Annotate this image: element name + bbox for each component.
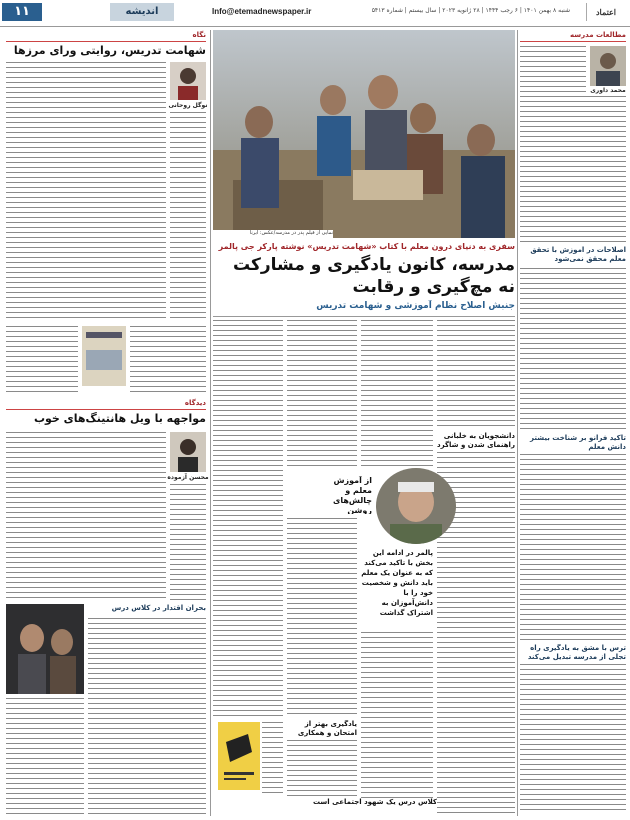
- main-text-col2-a: [361, 320, 433, 470]
- right-column-text-top: [520, 46, 586, 94]
- book-cover-image: [218, 722, 260, 790]
- main-subhead-3: یادگیری بهتر از امتحان و همکاری: [287, 720, 357, 738]
- main-title-line2: نه مچ‌گیری و رقابت: [352, 277, 515, 297]
- article1-text-c: [6, 326, 78, 392]
- main-title-line1: مدرسه، کانون یادگیری و مشارکت: [232, 255, 515, 275]
- article1-author-portrait: [170, 62, 206, 100]
- right-column-text-2: [520, 268, 626, 430]
- newspaper-logo: اعتماد: [586, 3, 625, 21]
- left-column-tag-2: دیدگاه: [6, 398, 206, 410]
- article2-photo: [6, 604, 84, 694]
- article1-text-b: [170, 112, 206, 322]
- article2-text-b: [170, 484, 206, 600]
- main-title-rule: [213, 316, 515, 317]
- article2-author-portrait: [170, 432, 206, 472]
- main-pull-quote: پالمر در ادامه این بخش با تاکید می‌کند که به عنوان یک معلم باید دانش و شخصیت خود را با دانش‌آموزان به اشتراک گذاشت: [361, 549, 433, 617]
- main-photo: [213, 30, 515, 238]
- article2-text-a: [6, 432, 166, 600]
- article2-text-c: [88, 618, 206, 814]
- right-column-tag: مطالعات مدرسه: [520, 30, 626, 42]
- left-column-tag: نگاه: [6, 30, 206, 42]
- main-subhead-1: دانشجویان به خلبانی راهنمای شدن و شاگرد: [437, 432, 515, 449]
- main-kicker: سفری به دنیای درون معلم با کتاب «شهامت تدریس» نوشته پارکر جی پالمر: [218, 242, 515, 251]
- article2-subhead: بحران اقتدار در کلاس درس: [88, 604, 206, 616]
- dateline: شنبه ۸ بهمن ۱۴۰۱ | ۶ رجب ۱۴۴۴ | ۲۸ ژانویه ۲۰۲۳ | سال بیستم | شماره ۵۴۱۳: [371, 7, 570, 14]
- right-column-text-3: [520, 454, 626, 640]
- email-link[interactable]: Info@etemadnewspaper.ir: [212, 7, 312, 16]
- page-number: ۱۱: [2, 3, 42, 21]
- main-book-info: [262, 722, 283, 796]
- article1-title: شهامت تدریس، روایتی ورای مرزها: [13, 44, 206, 57]
- author-portrait-image: [590, 46, 626, 86]
- article1-author-image: [170, 62, 206, 100]
- right-column-heading-2: تاکید فرانو بر شناخت بیشتر دانش معلم: [520, 434, 626, 452]
- right-column-text-1: [520, 96, 626, 244]
- main-subhead-2: از آموزش معلم و چالش‌های روشن: [318, 476, 372, 514]
- article1-book-cover: [82, 326, 126, 386]
- main-text-col3-b: [287, 518, 357, 718]
- column-divider-right: [517, 30, 518, 816]
- article1-text-a: [6, 62, 166, 322]
- main-photo-image: [213, 30, 515, 238]
- author-circle-image: [376, 468, 456, 544]
- right-column-heading-3: ترس با مشق به یادگیری راه تجلی از مدرسه تبدیل می‌کند: [520, 644, 626, 662]
- main-text-col1-a: [437, 320, 515, 430]
- column-divider-left: [210, 30, 211, 816]
- main-photo-caption: نمایی از فیلم پدر در مدرسه/عکس: ایرنا: [213, 230, 333, 238]
- main-text-col2-b: [361, 632, 433, 814]
- article1-text-d: [130, 326, 206, 392]
- right-column-text-4: [520, 664, 626, 814]
- article2-title: مواجهه با ویل هانتینگ‌های خوب: [33, 412, 206, 425]
- author-circle-photo: [376, 468, 456, 544]
- article2-text-d: [6, 698, 84, 814]
- article2-author: محسن آزموده: [167, 474, 209, 481]
- article1-book-image: [82, 326, 126, 386]
- main-subhead-4: کلاس درس یک شهود اجتماعی است: [287, 798, 437, 814]
- section-label: اندیشه: [110, 3, 174, 21]
- right-column-heading-1: اصلاحات در آموزش با تحقق معلم محقق نمی‌شود: [520, 246, 626, 266]
- main-text-col3-a: [287, 320, 357, 470]
- article2-photo-image: [6, 604, 84, 694]
- author-portrait: [590, 46, 626, 86]
- book-cover: [218, 722, 260, 790]
- main-text-col4-a: [213, 320, 283, 720]
- right-column-author: محمد داوری: [590, 87, 626, 94]
- main-text-col3-c: [287, 740, 357, 796]
- article2-author-image: [170, 432, 206, 472]
- main-subtitle: جنبش اصلاح نظام آموزشی و شهامت تدریس: [316, 301, 515, 311]
- article1-author: نوگل روحانی: [168, 102, 208, 109]
